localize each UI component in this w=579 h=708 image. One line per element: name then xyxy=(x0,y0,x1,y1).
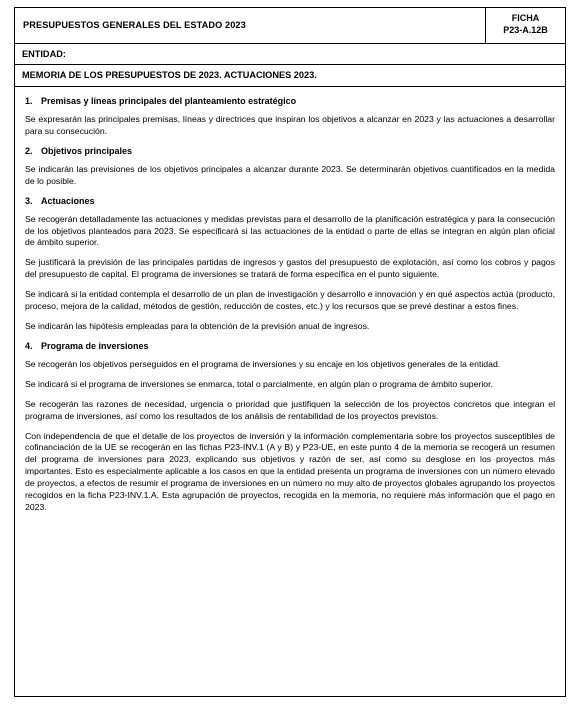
paragraph: Se expresarán las principales premisas, líneas y directrices que inspiran los objetivos a alcanzar en 2023 y las actuaciones a desarrollar para su consecución. xyxy=(25,114,555,136)
section-title xyxy=(25,146,555,157)
ficha-code: P23-A.12B xyxy=(503,25,548,35)
section-number: 4. xyxy=(25,340,33,351)
entidad-row xyxy=(15,44,565,65)
section-objetivos xyxy=(25,146,555,188)
ficha-label: FICHA xyxy=(511,13,540,23)
paragraph: Se indicará si la entidad contempla el desarrollo de un plan de investigación y desarrollo e innovación y en qué aspectos actúa (producto, proceso, mejora de la calidad, métodos de gestión, reducción de costes, etc.) y los recursos que se prevé destinar a estos fines. xyxy=(25,289,555,312)
section-number: 3. xyxy=(25,195,33,206)
paragraph: Se indicará si el programa de inversiones se enmarca, total o parcialmente, en algún plan o programa de ámbito superior. xyxy=(25,378,493,389)
paragraph: Se recogerán las razones de necesidad, urgencia o prioridad que justifiquen la selección de los proyectos concretos que integran el programa de inversiones, así como los resultados de los análisis de rentabilidad de los proyectos previstos. xyxy=(25,398,555,421)
paragraph: Con independencia de que el detalle de los proyectos de inversión y la información complementaria sobre los proyectos susceptibles de cofinanciación de la UE se recogerán en las fichas P23-INV.1 (A y B) y P23-UE, en este punto 4 de la memoria se recogerá un resumen del programa de inversiones para 2023, explicando sus objetivos y razón de ser, así como su desglose en los proyectos más importantes. Esto es especialmente aplicable a los casos en que la entidad presenta un programa de inversiones con un número elevado de proyectos, a efectos de resumir el programa de inversiones en un número no muy alto de proyectos globales agrupando los proyectos recogidos en la ficha P23-INV.1.A. Esta agrupación de proyectos, recogida en la memoria, no requiere más información que el pago en 2023. xyxy=(25,430,555,512)
paragraph: Se recogerán detalladamente las actuaciones y medidas previstas para el desarrollo de la planificación estratégica y para la consecución de los objetivos planteados para 2023. Se especificará si las actuaciones de la entidad o parte de ellas se integran en algún plan oficial de ámbito superior. xyxy=(25,213,555,248)
ficha-box xyxy=(485,8,565,43)
section-heading: Objetivos principales xyxy=(41,145,133,156)
section-title xyxy=(25,196,555,207)
section-premisas xyxy=(25,96,555,138)
paragraph: Se indicarán las previsiones de los objetivos principales a alcanzar durante 2023. Se determinarán objetivos cuantificados en la medida de lo posible. xyxy=(25,163,555,186)
section-heading: Premisas y líneas principales del planteamiento estratégico xyxy=(41,96,297,106)
form-header xyxy=(15,8,565,44)
paragraph: Se recogerán los objetivos perseguidos en el programa de inversiones y su encaje en los objetivos generales de la entidad. xyxy=(25,358,501,369)
paragraph: Se justificará la previsión de las principales partidas de ingresos y gastos del presupuesto de explotación, así como los cobros y pagos del presupuesto de capital. El programa de inversiones se tratará de forma específica en el punto siguiente. xyxy=(25,257,555,280)
memoria-title: MEMORIA DE LOS PRESUPUESTOS DE 2023. ACTUACIONES 2023. xyxy=(22,70,317,80)
entidad-label: ENTIDAD: xyxy=(22,49,66,59)
section-heading: Actuaciones xyxy=(41,195,95,206)
section-title xyxy=(25,96,555,107)
paragraph: Se indicarán las hipótesis empleadas para la obtención de la previsión anual de ingresos. xyxy=(25,320,370,331)
section-actuaciones xyxy=(25,196,555,333)
section-inversiones xyxy=(25,341,555,514)
budget-memoria-form xyxy=(14,7,566,697)
section-title xyxy=(25,341,555,352)
section-heading: Programa de inversiones xyxy=(41,340,149,351)
memoria-body xyxy=(15,87,565,522)
memoria-row xyxy=(15,65,565,87)
section-number: 2. xyxy=(25,145,33,156)
form-title: PRESUPUESTOS GENERALES DEL ESTADO 2023 xyxy=(23,20,246,30)
section-number: 1. xyxy=(25,96,33,106)
